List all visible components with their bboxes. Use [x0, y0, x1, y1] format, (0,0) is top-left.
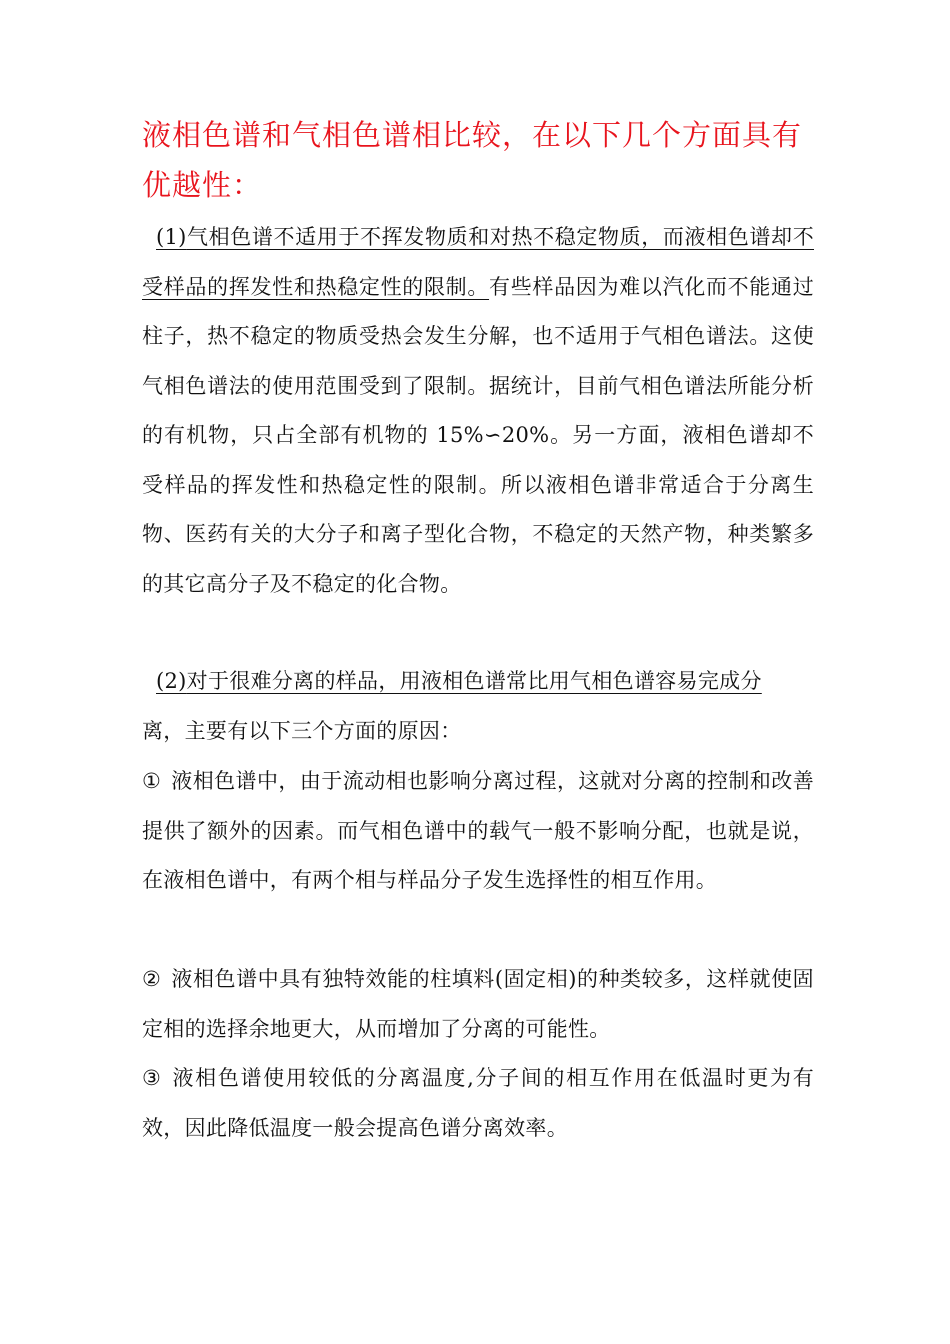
- section-2-label: (2): [156, 669, 187, 693]
- reason-text-3: 液相色谱使用较低的分离温度,分子间的相互作用在低温时更为有效，因此降低温度一般会提高色谱分离效率。: [142, 1066, 814, 1140]
- section-1-underlined-text: 气相色谱不适用于不挥发物质和对热不稳定物质，而液相色谱却不受样品的挥发性和热稳定性的限制。: [142, 225, 814, 299]
- reason-text-1: 液相色谱中，由于流动相也影响分离过程，这就对分离的控制和改善提供了额外的因素。而气相色谱中的载气一般不影响分配，也就是说，在液相色谱中，有两个相与样品分子发生选择性的相互作用。: [142, 769, 814, 892]
- section-1-paragraph: [142, 213, 814, 609]
- reason-item-1: [142, 757, 814, 906]
- reason-item-2: [142, 955, 814, 1054]
- reason-marker-1: ①: [142, 769, 162, 793]
- section-2-body: 离，主要有以下三个方面的原因：: [142, 718, 462, 743]
- reason-item-3: [142, 1054, 814, 1153]
- reason-text-2: 液相色谱中具有独特效能的柱填料(固定相)的种类较多，这样就使固定相的选择余地更大，从而增加了分离的可能性。: [142, 967, 814, 1041]
- section-1-body: 有些样品因为难以汽化而不能通过柱子，热不稳定的物质受热会发生分解，也不适用于气相色谱法。这使气相色谱法的使用范围受到了限制。据统计，目前气相色谱法所能分析的有机物，只占全部有机物的 15%∽20%。另一方面，液相色谱却不受样品的挥发性和热稳定性的限制。所以液相色谱非常适合于分离生物、医药有关的大分子和离子型化合物，不稳定的天然产物，种类繁多的其它高分子及不稳定的化合物。: [142, 274, 814, 596]
- section-2-underlined-text: 对于很难分离的样品，用液相色谱常比用气相色谱容易完成分: [186, 669, 762, 693]
- section-1-label: (1): [156, 225, 187, 249]
- section-2-paragraph: [142, 657, 814, 756]
- reason-marker-3: ③: [142, 1066, 163, 1090]
- document-title: 液相色谱和气相色谱相比较，在以下几个方面具有优越性：: [142, 118, 803, 202]
- reason-marker-2: ②: [142, 967, 162, 991]
